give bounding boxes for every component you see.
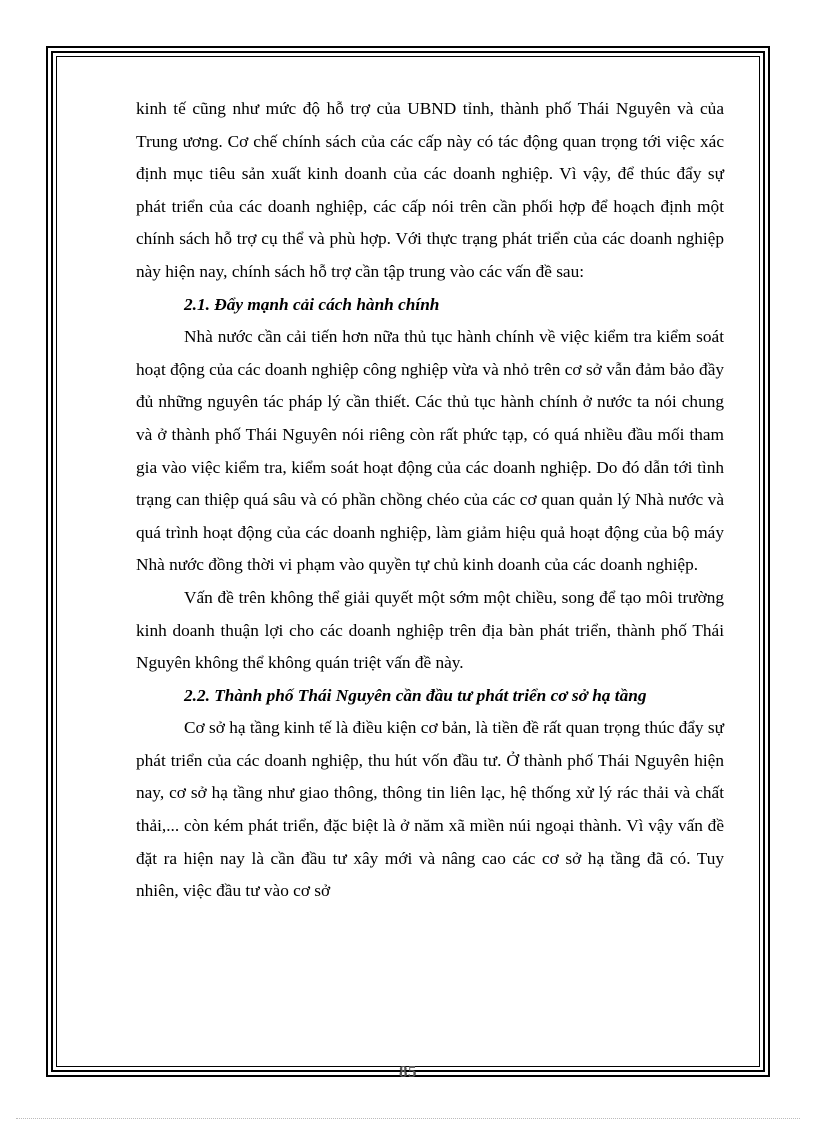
document-body <box>136 93 724 908</box>
page-bottom-divider <box>16 1118 800 1119</box>
paragraph-intro: kinh tế cũng như mức độ hỗ trợ của UBND tỉnh, thành phố Thái Nguyên và của Trung ương. Cơ chế chính sách của các cấp này có tác động quan trọng tới việc xác định mục tiêu sản xuất kinh doanh của các doanh nghiệp. Vì vậy, để thúc đẩy sự phát triển của các doanh nghiệp, các cấp nói trên cần phối hợp để hoạch định một chính sách hỗ trợ cụ thể và phù hợp. Với thực trạng phát triển của các doanh nghiệp này hiện nay, chính sách hỗ trợ cần tập trung vào các vấn đề sau: <box>136 99 724 281</box>
paragraph-admin-reform: Nhà nước cần cải tiến hơn nữa thủ tục hành chính về việc kiểm tra kiểm soát hoạt động của các doanh nghiệp công nghiệp vừa và nhỏ trên cơ sở vẫn đảm bảo đầy đủ những nguyên tác pháp lý cần thiết. Các thủ tục hành chính ở nước ta nói chung và ở thành phố Thái Nguyên nói riêng còn rất phức tạp, có quá nhiều đầu mối tham gia vào việc kiểm tra, kiểm soát hoạt động của các doanh nghiệp. Do đó dẫn tới tình trạng can thiệp quá sâu và có phần chồng chéo của các cơ quan quản lý Nhà nước và quá trình hoạt động của các doanh nghiệp, làm giảm hiệu quả hoạt động của bộ máy Nhà nước đồng thời vi phạm vào quyền tự chủ kinh doanh của các doanh nghiệp. <box>136 327 724 575</box>
paragraph-admin-reform-conclusion: Vấn đề trên không thể giải quyết một sớm một chiều, song để tạo môi trường kinh doanh thuận lợi cho các doanh nghiệp trên địa bàn phát triển, thành phố Thái Nguyên không thể không quán triệt vấn đề này. <box>136 587 724 673</box>
page-number: 85 <box>399 1062 417 1081</box>
section-heading-2-1: 2.1. Đẩy mạnh cải cách hành chính <box>184 294 440 314</box>
paragraph-infrastructure: Cơ sở hạ tầng kinh tế là điều kiện cơ bản, là tiền đề rất quan trọng thúc đẩy sự phát triển của các doanh nghiệp, thu hút vốn đầu tư. Ở thành phố Thái Nguyên hiện nay, cơ sở hạ tầng như giao thông, thông tin liên lạc, hệ thống xử lý rác thải và chất thải,... còn kém phát triển, đặc biệt là ở năm xã miền núi ngoại thành. Vì vậy vấn đề đặt ra hiện nay là cần đầu tư xây mới và nâng cao các cơ sở hạ tầng đã có. Tuy nhiên, việc đầu tư vào cơ sở <box>136 718 724 901</box>
section-heading-2-2: 2.2. Thành phố Thái Nguyên cần đầu tư phát triển cơ sở hạ tầng <box>184 685 647 705</box>
